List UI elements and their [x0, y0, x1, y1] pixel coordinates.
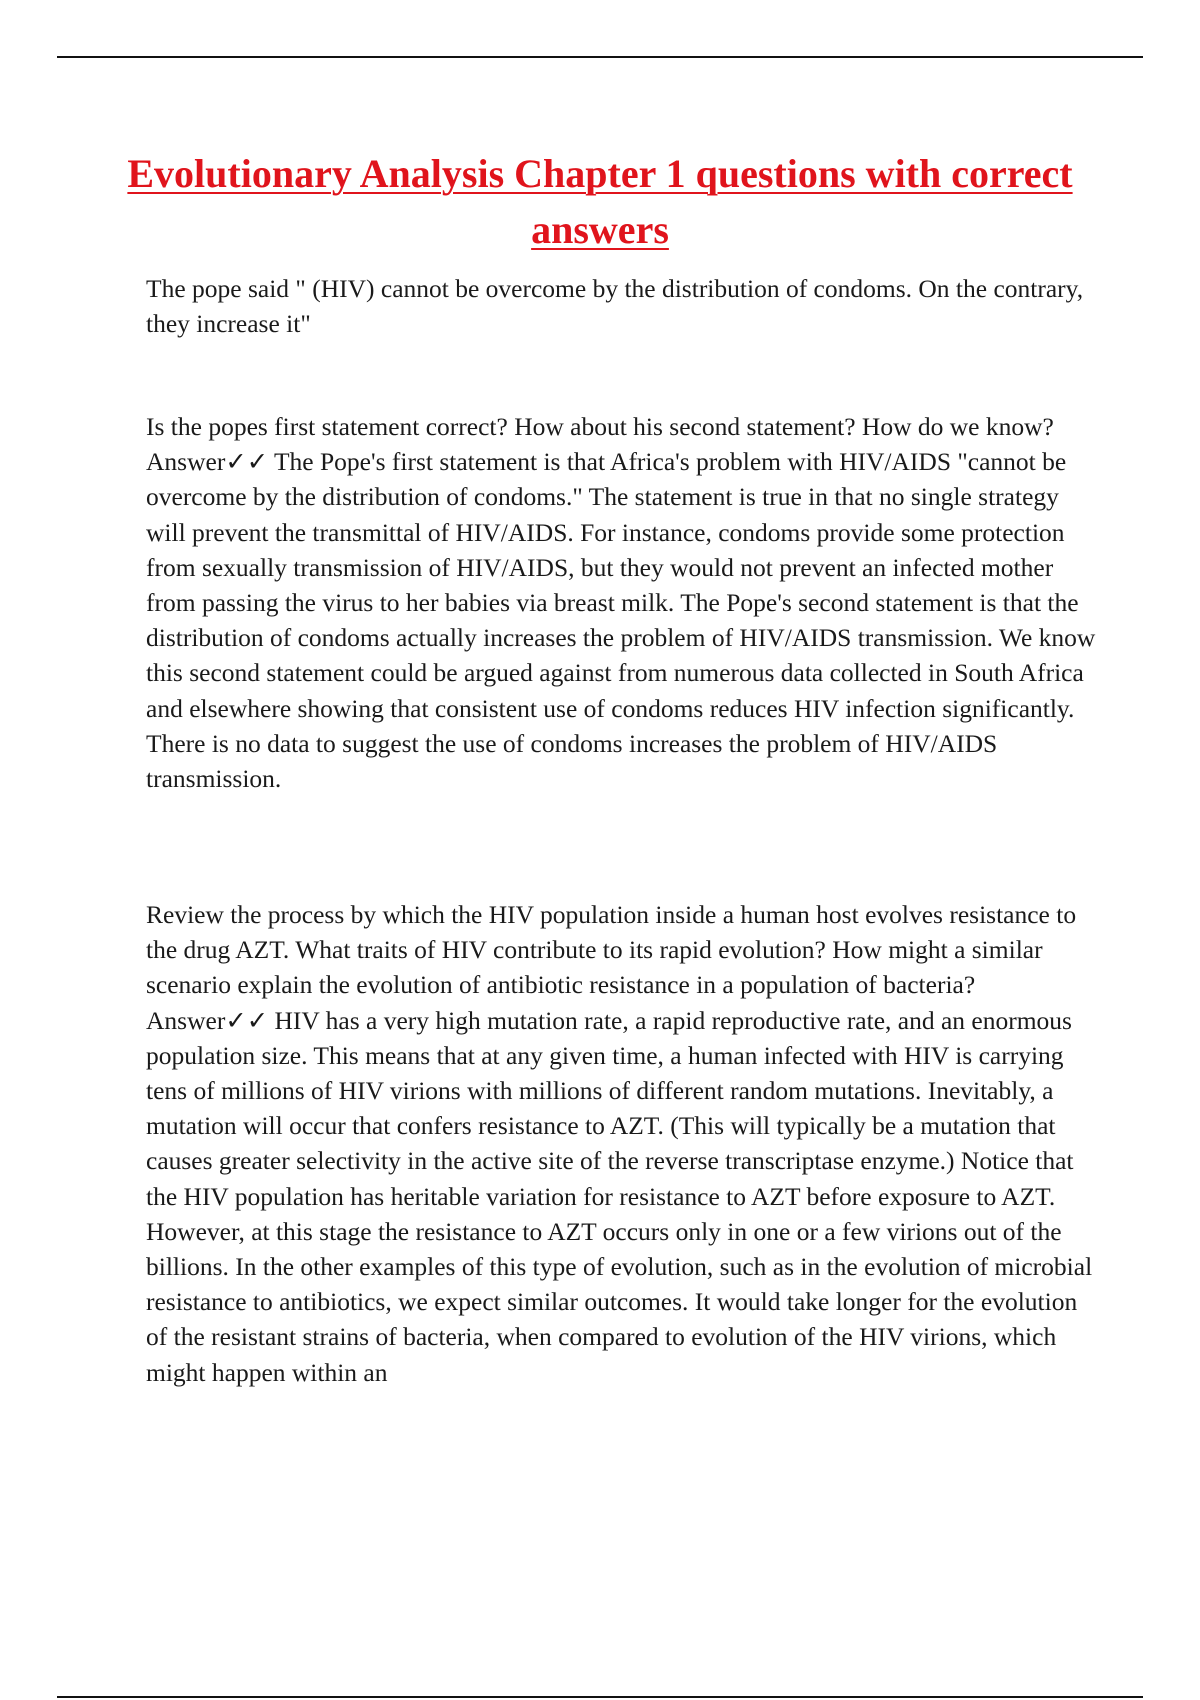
intro-paragraph: The pope said " (HIV) cannot be overcome by the distribution of condoms. On the contrary, they increase it" — [146, 274, 1084, 339]
double-check-icon: ✓✓ — [225, 447, 269, 477]
answer-label: Answer — [146, 1005, 226, 1035]
answer-text: The Pope's first statement is that Africa's problem with HIV/AIDS "cannot be overcome by the distribution of condoms." The statement is true in that no single strategy will prevent the transmittal of HIV/AIDS. For instance, condoms provide some protection from sexually transmission of HIV/AIDS, but they would not prevent an infected mother from passing the virus to her babies via breast milk. The Pope's second statement is that the distribution of condoms actually increases the problem of HIV/AIDS transmission. We know this second statement could be argued against from numerous data collected in South Africa and elsewhere showing that consistent use of condoms reduces HIV infection significantly. There is no data to suggest the use of condoms increases the problem of HIV/AIDS transmission. — [146, 447, 1096, 794]
double-check-icon: ✓✓ — [225, 1005, 269, 1035]
qa-item-1 — [146, 409, 1101, 796]
answer-text: HIV has a very high mutation rate, a rapid reproductive rate, and an enormous population size. This means that at any given time, a human infected with HIV is carrying tens of millions of HIV virions with millions of different random mutations. Inevitably, a mutation will occur that confers resistance to AZT. (This will typically be a mutation that causes greater selectivity in the active site of the reverse transcriptase enzyme.) Notice that the HIV population has heritable variation for resistance to AZT before exposure to AZT. However, at this stage the resistance to AZT occurs only in one or a few virions out of the billions. In the other examples of this type of evolution, such as in the evolution of microbial resistance to antibiotics, we expect similar outcomes. It would take longer for the evolution of the resistant strains of bacteria, when compared to evolution of the HIV virions, which might happen within an — [146, 1005, 1093, 1387]
qa-item-2 — [146, 897, 1101, 1390]
question-text: Is the popes first statement correct? How about his second statement? How do we know? — [146, 412, 1054, 441]
answer-label: Answer — [146, 447, 226, 477]
bottom-rule — [57, 1696, 1143, 1698]
page-title: Evolutionary Analysis Chapter 1 questions with correct answers — [127, 151, 1073, 252]
top-rule — [57, 56, 1143, 58]
question-text: Review the process by which the HIV population inside a human host evolves resistance to the drug AZT. What traits of HIV contribute to its rapid evolution? How might a similar scenario explain the evolution of antibiotic resistance in a population of bacteria? — [146, 900, 1077, 1000]
